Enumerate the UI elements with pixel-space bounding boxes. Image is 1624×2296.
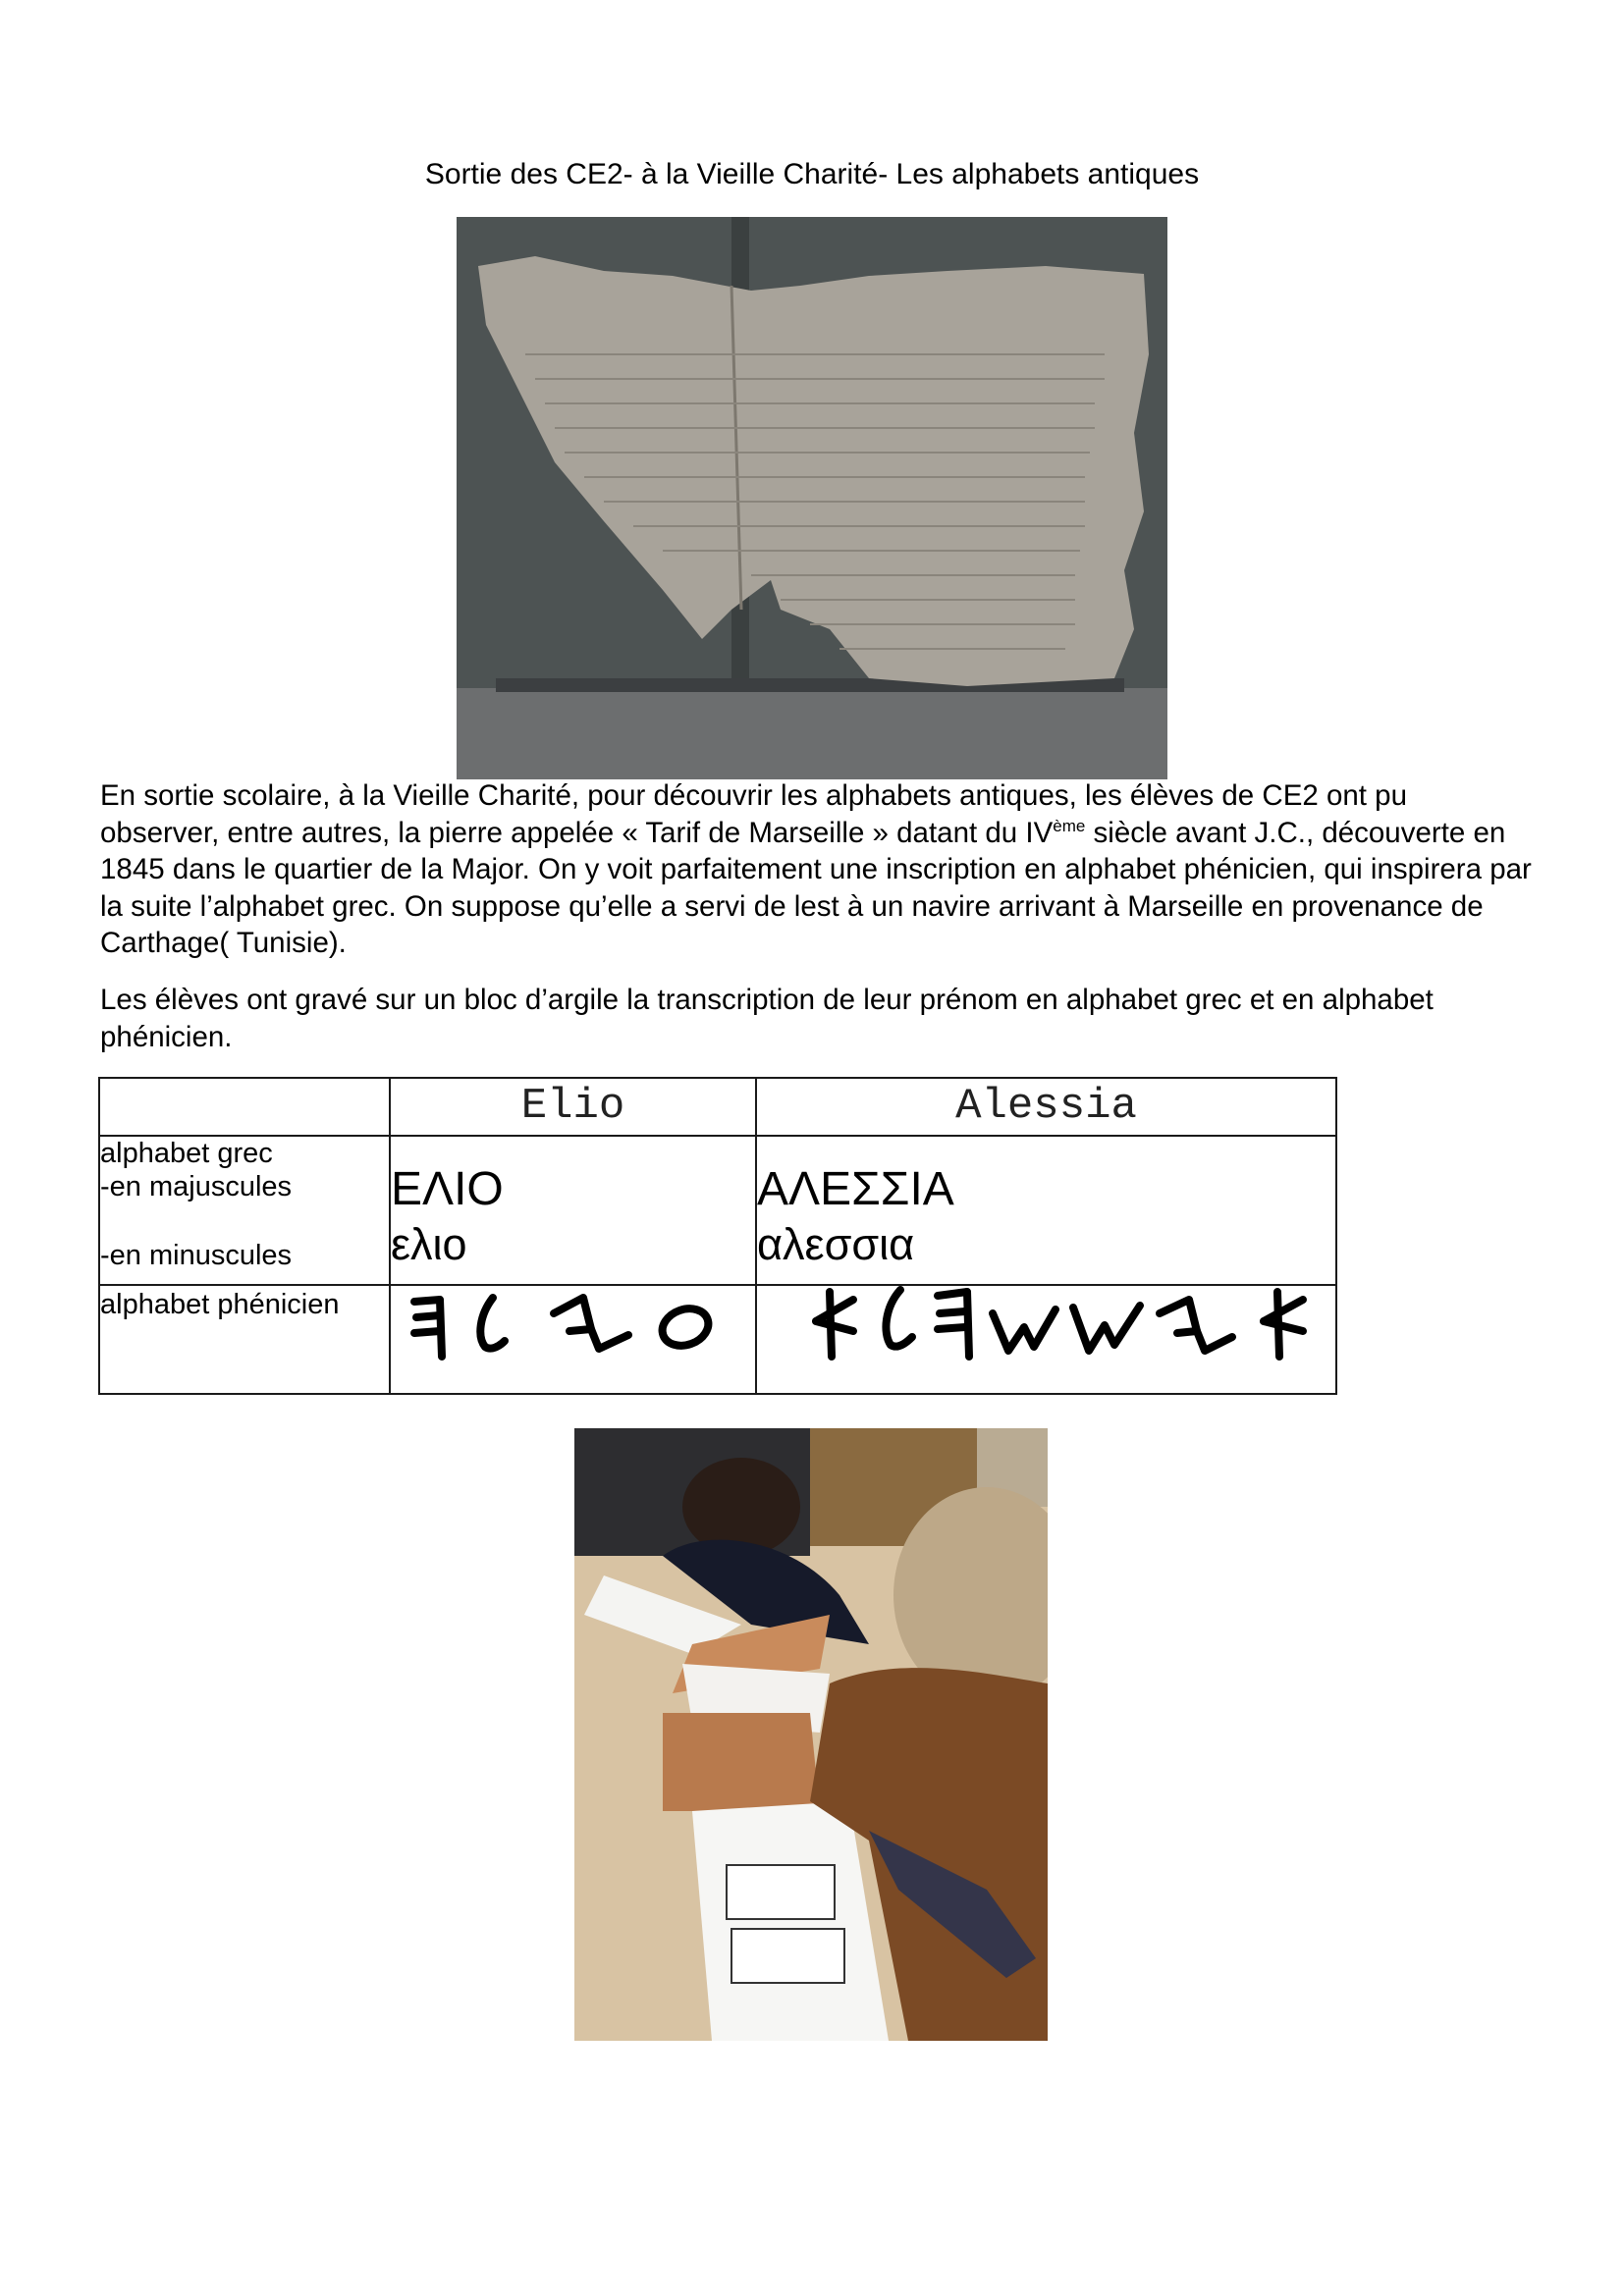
intro-text-part2: siècle avant J.C., découverte en 1845 dans le quartier de la Major. On y voit parfaitement une inscription en alphabet phénicien, qui inspirera par la suite l’alphabet grec. On suppose qu’elle a servi de lest à un navire arrivant à Marseille en provenance de Carthage( Tunisie). (100, 816, 1532, 959)
header-empty-cell (99, 1078, 390, 1136)
elio-phoenician-glyphs (391, 1286, 755, 1374)
label-majuscules: -en majuscules (100, 1171, 293, 1202)
phoenician-aleph-icon (816, 1292, 853, 1357)
stone-illustration (457, 217, 1167, 779)
elio-greek-lower: ελιο (391, 1219, 467, 1269)
intro-text-part1: En sortie scolaire, à la Vieille Charité, pour découvrir les alphabets antiques, les élèves de CE2 ont pu observer, entre autres, la pierre appelée « Tarif de Marseille » datant du IV (100, 779, 1407, 849)
table-row-greek (99, 1136, 1336, 1285)
intro-paragraph (100, 777, 1534, 962)
alessia-phoenician-cell (756, 1285, 1336, 1394)
phoenician-shin-icon (993, 1309, 1056, 1351)
phoenician-lamed-icon (886, 1290, 912, 1347)
table-header-row (99, 1078, 1336, 1136)
elio-greek-cell (390, 1136, 756, 1285)
phoenician-yod-icon (554, 1298, 628, 1349)
header-elio: Elio (390, 1078, 756, 1136)
students-engraving-photo (574, 1428, 1048, 2041)
phoenician-yod-icon (1160, 1300, 1232, 1351)
phoenician-lamed-icon (480, 1298, 505, 1349)
tarif-de-marseille-photo (457, 217, 1167, 779)
table-row-phoenician (99, 1285, 1336, 1394)
phoenician-he-icon (938, 1292, 969, 1357)
label-minuscules: -en minuscules (100, 1240, 293, 1271)
alessia-phoenician-glyphs (757, 1286, 1335, 1374)
label-alphabet-grec: alphabet grec (100, 1138, 273, 1169)
superscript-eme: ème (1053, 816, 1086, 835)
page-title: Sortie des CE2- à la Vieille Charité- Les alphabets antiques (424, 158, 1200, 190)
elio-phoenician-cell (390, 1285, 756, 1394)
activity-paragraph: Les élèves ont gravé sur un bloc d’argile la transcription de leur prénom en alphabet grec et en alphabet phénicien. (100, 984, 1434, 1053)
label-alphabet-phenicien: alphabet phénicien (100, 1289, 340, 1320)
phoenician-he-icon (414, 1300, 442, 1357)
students-illustration (574, 1428, 1048, 2041)
names-transcription-table (98, 1077, 1337, 1395)
alessia-greek-cell (756, 1136, 1336, 1285)
greek-label-cell (99, 1136, 390, 1285)
elio-greek-upper: ΕΛΙΟ (391, 1163, 504, 1215)
header-alessia: Alessia (756, 1078, 1336, 1136)
phoenician-aleph-icon (1264, 1292, 1303, 1357)
alessia-greek-lower: αλεσσια (757, 1219, 915, 1269)
phoenician-ayin-icon (657, 1303, 713, 1352)
alessia-greek-upper: ΑΛΕΣΣΙΑ (757, 1163, 954, 1215)
phoenician-shin-icon (1073, 1306, 1140, 1351)
phoenician-label-cell (99, 1285, 390, 1394)
